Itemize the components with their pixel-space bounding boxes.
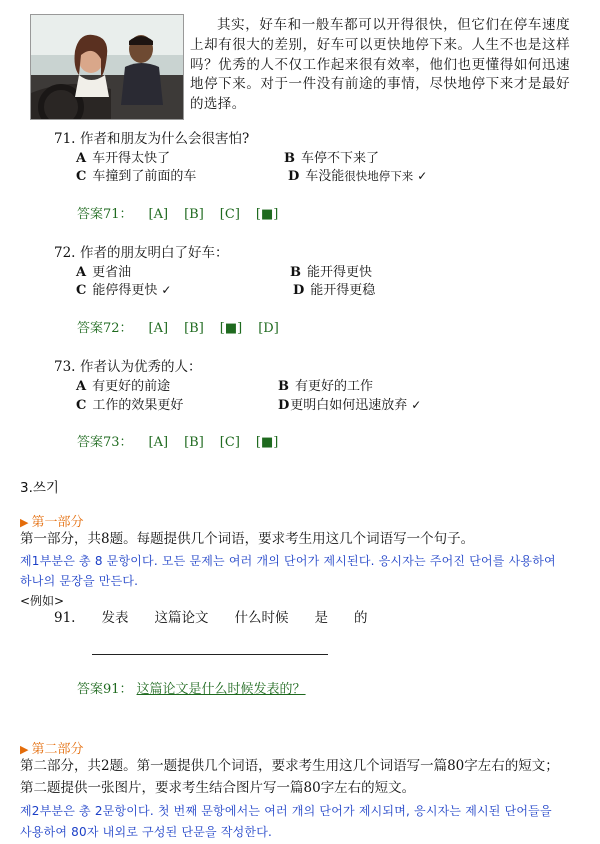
question-72-option-c (76, 279, 171, 298)
answer-option-a[interactable]: [A] (148, 435, 169, 450)
option-letter: D (288, 169, 300, 184)
answer-91-row (77, 678, 306, 697)
part2-description-ko-line1: 제2부분은 총 2문항이다. 첫 번째 문항에서는 여러 개의 단어가 제시되며, 응시자는 제시된 단어들을 (20, 804, 552, 818)
question-72-option-b (290, 261, 372, 280)
option-text: 有更好的前途 (92, 379, 171, 394)
option-letter: A (76, 265, 87, 280)
question-73-number: 73. (54, 359, 76, 375)
question-91-number: 91. (54, 610, 76, 626)
question-73-option-b (278, 375, 373, 394)
word-item: 发表 (101, 610, 129, 626)
answer-label: 答案91： (77, 682, 133, 697)
answer-option-a[interactable]: [A] (148, 207, 169, 222)
part2-title-text: 第二部分 (31, 742, 84, 757)
option-text: 车停不下来了 (301, 151, 380, 166)
answer-option-b[interactable]: [B] (184, 321, 204, 336)
question-73-option-d (278, 394, 421, 413)
word-item: 的 (353, 610, 368, 626)
option-letter: A (76, 379, 87, 394)
answer-91-text: 这篇论文是什么时候发表的？ (136, 682, 306, 697)
question-72-number: 72. (54, 245, 76, 261)
answer-71-row (77, 203, 294, 222)
question-72-text: 作者的朋友明白了好车： (80, 245, 229, 261)
option-letter: B (284, 151, 295, 166)
part1-description-ko-line2: 하나의 문장을 만든다. (20, 574, 139, 588)
answer-option-a[interactable]: [A] (148, 321, 169, 336)
part1-description-ko-line1: 제1부분은 총 8 문항이다. 모든 문제는 여러 개의 단어가 제시된다. 응시자는 주어진 단어를 사용하여 (20, 554, 556, 568)
question-71-option-a (76, 147, 170, 166)
answer-option-b[interactable]: [B] (184, 207, 204, 222)
option-text: 更省油 (92, 265, 132, 280)
option-text: 工作的效果更好 (92, 398, 184, 413)
answer-option-c-selected[interactable]: [■] (219, 321, 243, 336)
answer-label: 答案71： (77, 207, 133, 222)
part2-description-zh-line2: 第二题提供一张图片，要求考生结合图片写一篇80字左右的短文。 (20, 780, 416, 796)
option-text: 车没能 (305, 169, 345, 184)
part1-description-zh: 第一部分，共8题。每题提供几个词语，要求考生用这几个词语写一个句子。 (20, 531, 475, 547)
option-text: 有更好的工作 (295, 379, 374, 394)
answer-option-c[interactable]: [C] (219, 207, 240, 222)
option-text: 车开得太快了 (92, 151, 171, 166)
answer-option-b[interactable]: [B] (184, 435, 204, 450)
question-73-text: 作者认为优秀的人： (80, 359, 202, 375)
answer-option-d[interactable]: [D] (258, 321, 279, 336)
option-text: 能开得更快 (307, 265, 373, 280)
option-letter: C (76, 169, 87, 184)
check-icon: ✓ (411, 398, 422, 412)
question-71-number: 71. (54, 131, 76, 147)
part2-description-zh-line1: 第二部分，共2题。第一题提供几个词语，要求考生用这几个词语写一篇80字左右的短文； (20, 758, 559, 774)
section-title: 3.쓰기 (20, 480, 59, 496)
answer-label: 答案73： (77, 435, 133, 450)
triangle-right-icon: ▶ (20, 743, 29, 756)
question-72-stem (54, 241, 229, 261)
part1-title-text: 第一部分 (31, 515, 84, 530)
option-text: 更明白如何迅速放弃 (290, 398, 408, 413)
answer-option-d-selected[interactable]: [■] (255, 207, 279, 222)
photo-couple-in-car (30, 14, 184, 120)
car-photo-illustration (31, 15, 183, 119)
answer-line (92, 654, 328, 655)
answer-option-c[interactable]: [C] (219, 435, 240, 450)
question-72-option-d (293, 279, 375, 298)
example-label: <例如> (20, 594, 65, 608)
option-text: 车撞到了前面的车 (92, 169, 197, 184)
question-71-option-c (76, 165, 196, 184)
part2-description-ko-line2: 사용하여 80자 내외로 구성된 단문을 작성한다. (20, 825, 273, 839)
option-letter: D (278, 398, 290, 413)
reading-passage: 其实，好车和一般车都可以开得很快，但它们在停车速度上却有很大的差别，好车可以更快地停下来。人生不也是这样吗？优秀的人不仅工作起来很有效率，他们也更懂得如何迅速地停下来。对于一件没有前途的事情，尽快地停下来才是最好的选择。 (190, 17, 570, 113)
option-letter: A (76, 151, 87, 166)
question-71-text: 作者和朋友为什么会很害怕? (80, 131, 250, 147)
question-73-option-a (76, 375, 170, 394)
word-item: 是 (314, 610, 328, 626)
option-text: 能停得更快 (92, 283, 158, 298)
option-text: 能开得更稳 (310, 283, 376, 298)
answer-73-row (77, 431, 294, 450)
option-letter: B (290, 265, 301, 280)
option-letter: D (293, 283, 305, 298)
question-73-option-c (76, 394, 183, 413)
word-item: 什么时候 (234, 610, 289, 626)
question-71-option-d (288, 165, 427, 184)
question-71-stem (54, 127, 249, 147)
question-72-option-a (76, 261, 131, 280)
question-91-words (54, 606, 393, 626)
answer-option-d-selected[interactable]: [■] (255, 435, 279, 450)
option-letter: B (278, 379, 289, 394)
option-text-small: 很快地停下来 (344, 169, 414, 183)
answer-label: 答案72： (77, 321, 133, 336)
question-71-option-b (284, 147, 379, 166)
word-item: 这篇论文 (154, 610, 209, 626)
question-73-stem (54, 355, 202, 375)
triangle-right-icon: ▶ (20, 516, 29, 529)
answer-72-row (77, 317, 295, 336)
check-icon: ✓ (417, 169, 428, 183)
check-icon: ✓ (161, 283, 172, 297)
option-letter: C (76, 283, 87, 298)
option-letter: C (76, 398, 87, 413)
